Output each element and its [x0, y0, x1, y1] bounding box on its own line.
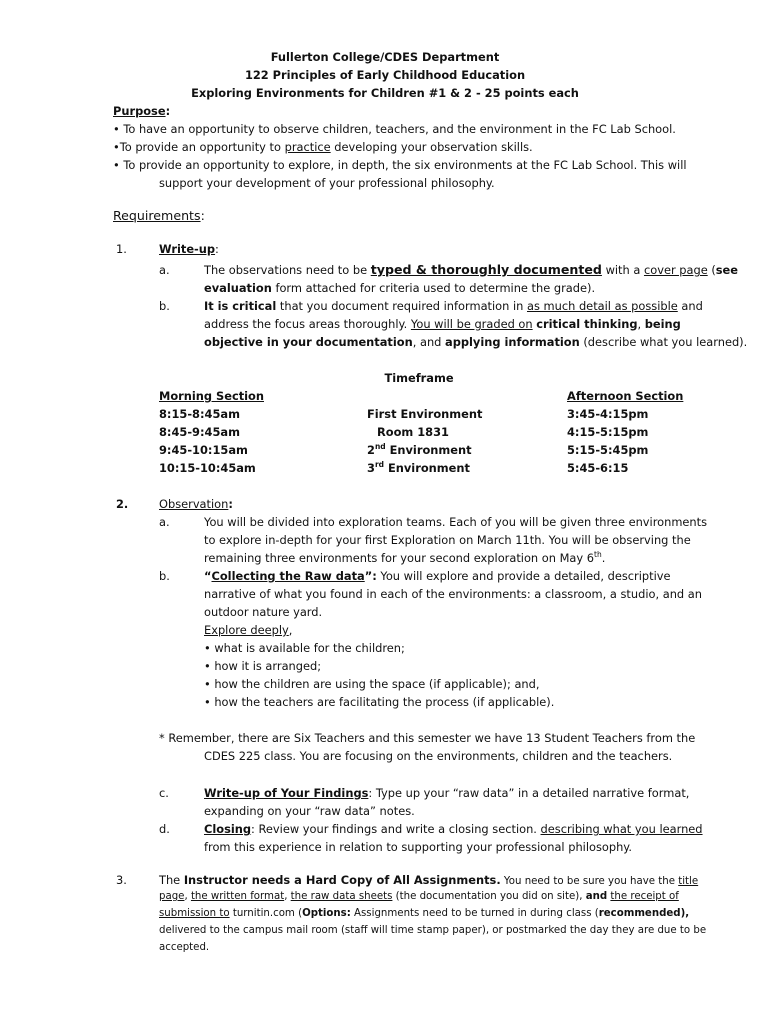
environment-3	[367, 442, 472, 458]
requirements-heading-colon: :	[200, 208, 205, 223]
s1a-cover-page: cover page	[643, 263, 708, 277]
s3-documentation: (the documentation you did on site),	[392, 891, 586, 902]
s1b-text-4: and	[677, 299, 703, 313]
section-3-number: 3.	[116, 873, 127, 887]
morning-section-header: Morning Section	[159, 389, 264, 403]
section-2-b-line-1	[204, 568, 670, 584]
section-3-line-2	[159, 889, 679, 905]
s3-recommended: recommended),	[598, 908, 690, 919]
environment-1-text: First Environment	[367, 407, 483, 421]
section-2-d-line-2: from this experience in relation to supporting your professional philosophy.	[204, 840, 633, 854]
section-2-c-line-2: expanding on your “raw data” notes.	[204, 804, 415, 818]
s3-raw-data-sheets: the raw data sheets	[290, 891, 393, 902]
s3-and: and	[585, 891, 608, 902]
environment-2-text: Room 1831	[377, 425, 449, 439]
purpose-heading	[113, 103, 170, 119]
section-2-a-label: a.	[159, 515, 170, 529]
s3-comma-2: ,	[284, 891, 291, 902]
timeframe-title: Timeframe	[384, 371, 454, 385]
section-3-line-1	[159, 872, 698, 890]
s3-comma-1: ,	[184, 891, 191, 902]
s2b-explore-deeply-comma: ,	[288, 623, 293, 637]
section-2-b-item-1: • what is available for the children;	[204, 641, 405, 655]
afternoon-time-2: 4:15-5:15pm	[567, 425, 649, 439]
purpose-bullet-1: • To have an opportunity to observe children, teachers, and the environment in the FC Lab School.	[113, 122, 676, 136]
s1b-detail: as much detail as possible	[527, 299, 678, 313]
purpose-heading-colon: :	[165, 104, 171, 118]
s1b-applying: applying information	[445, 335, 580, 349]
purpose-bullet-2	[113, 139, 533, 155]
s1b-being: being	[644, 317, 681, 331]
section-2-title-colon: :	[228, 497, 233, 511]
section-2-b-label: b.	[159, 569, 170, 583]
afternoon-time-3: 5:15-5:45pm	[567, 443, 649, 457]
s3-the: The	[159, 873, 184, 887]
section-1-b-line-2	[204, 316, 681, 332]
section-1-title-colon: :	[215, 242, 219, 256]
section-1-title	[159, 241, 219, 257]
s1a-see: see	[715, 263, 739, 277]
s1b-text-5: address the focus areas thoroughly.	[204, 317, 411, 331]
section-3-line-5: accepted.	[159, 942, 210, 953]
afternoon-time-1: 3:45-4:15pm	[567, 407, 649, 421]
purpose-bullet-2-practice: practice	[284, 140, 331, 154]
morning-time-3: 9:45-10:15am	[159, 443, 248, 457]
purpose-bullet-2-pre: •To provide an opportunity to	[113, 140, 285, 154]
section-2-a-line-1: You will be divided into exploration teams. Each of you will be given three environments	[204, 515, 708, 529]
section-2-b-line-4	[204, 622, 292, 638]
environment-3-num: 2	[367, 443, 375, 457]
section-1-number: 1.	[116, 242, 127, 256]
environment-4-sup: rd	[374, 460, 385, 470]
section-2-b-item-4: • how the teachers are facilitating the process (if applicable).	[204, 695, 555, 709]
section-3-line-4: delivered to the campus mail room (staff will time stamp paper), or postmarked the day they are due to be	[159, 925, 707, 936]
section-1-a-line-2	[204, 280, 595, 296]
header-course: 122 Principles of Early Childhood Education	[244, 68, 526, 82]
s1b-describe: (describe what you learned).	[579, 335, 748, 349]
environment-4	[367, 460, 470, 476]
s1b-graded-on: You will be graded on	[410, 317, 533, 331]
s1b-critical: It is critical	[204, 299, 277, 313]
section-2-title	[159, 496, 233, 512]
section-2-title-text: Observation	[159, 497, 229, 511]
section-1-a-label: a.	[159, 263, 170, 277]
purpose-bullet-3-line-2: support your development of your professional philosophy.	[159, 176, 495, 190]
environment-4-text: Environment	[384, 461, 470, 475]
section-2-a-line-3	[204, 550, 605, 566]
section-1-b-line-1	[204, 298, 703, 314]
afternoon-section-header: Afternoon Section	[567, 389, 684, 403]
s1a-text-5: (	[707, 263, 716, 277]
s2c-findings: Write-up of Your Findings	[204, 786, 369, 800]
s3-text-3: You need to be sure you have the	[500, 876, 679, 887]
section-1-b-line-3	[204, 334, 747, 350]
section-2-c-line-1	[204, 785, 689, 801]
s2c-text-2: : Type up your “raw data” in a detailed narrative format,	[368, 786, 690, 800]
s3-hard-copy: Instructor needs a Hard Copy of All Assignments.	[183, 873, 501, 887]
environment-4-num: 3	[367, 461, 375, 475]
s2a-line-3-text: remaining three environments for your second exploration on May 6	[204, 551, 594, 565]
section-1-b-label: b.	[159, 299, 170, 313]
section-2-b-item-2: • how it is arranged;	[204, 659, 322, 673]
s2b-explore-deeply: Explore deeply	[204, 623, 289, 637]
s2a-line-3-end: .	[601, 551, 606, 565]
s3-title: title	[678, 876, 699, 887]
requirements-heading	[113, 208, 205, 224]
s3-text-l3-4: Assignments need to be turned in during class (	[350, 908, 599, 919]
s3-receipt: the receipt of	[610, 891, 679, 902]
section-2-note-line-1: * Remember, there are Six Teachers and this semester we have 13 Student Teachers from the	[159, 731, 696, 745]
s2b-raw-data: Collecting the Raw data	[211, 569, 365, 583]
s3-page: page	[159, 891, 185, 902]
s1a-text-3: with a	[601, 263, 644, 277]
environment-2	[377, 424, 449, 440]
requirements-heading-text: Requirements	[113, 208, 201, 223]
section-1-title-text: Write-up	[159, 242, 216, 256]
s1a-evaluation: evaluation	[204, 281, 272, 295]
s2b-close-quote: ”:	[364, 569, 377, 583]
purpose-bullet-2-post: developing your observation skills.	[330, 140, 533, 154]
s3-options: Options:	[302, 908, 351, 919]
afternoon-time-4: 5:45-6:15	[567, 461, 629, 475]
header-department: Fullerton College/CDES Department	[270, 50, 500, 64]
environment-3-sup: nd	[374, 442, 386, 452]
section-2-a-line-2: to explore in-depth for your first Exploration on March 11th. You will be observing the	[204, 533, 691, 547]
section-2-b-item-3: • how the children are using the space (if applicable); and,	[204, 677, 540, 691]
section-2-b-line-2: narrative of what you found in each of the environments: a classroom, a studio, and an	[204, 587, 702, 601]
header-assignment-title: Exploring Environments for Children #1 & 2 - 25 points each	[191, 86, 579, 100]
environment-3-text: Environment	[385, 443, 472, 457]
section-2-d-label: d.	[159, 822, 170, 836]
s2d-closing: Closing	[204, 822, 252, 836]
purpose-heading-text: Purpose	[113, 104, 166, 118]
s1a-text-8: form attached for criteria used to determine the grade).	[271, 281, 596, 295]
s2d-describing: describing what you learned	[540, 822, 703, 836]
s3-written-format: the written format	[190, 891, 285, 902]
s1b-text-2: that you document required information in	[276, 299, 527, 313]
s1b-comma: ,	[637, 317, 645, 331]
section-2-note-line-2: CDES 225 class. You are focusing on the environments, children and the teachers.	[204, 749, 673, 763]
morning-time-2: 8:45-9:45am	[159, 425, 240, 439]
section-3-line-3	[159, 906, 689, 922]
section-2-number: 2.	[116, 497, 129, 511]
s3-submission-to: submission to	[159, 908, 230, 919]
section-2-b-line-3: outdoor nature yard.	[204, 605, 323, 619]
purpose-bullet-3-line-1: • To provide an opportunity to explore, in depth, the six environments at the FC Lab School. This will	[113, 158, 687, 172]
s2b-text-4: You will explore and provide a detailed, descriptive	[376, 569, 671, 583]
s1b-objective: objective in your documentation	[204, 335, 413, 349]
morning-time-4: 10:15-10:45am	[159, 461, 256, 475]
s2d-text-2: : Review your findings and write a closing section.	[251, 822, 541, 836]
s1a-text-1: The observations need to be	[204, 263, 371, 277]
s1a-typed-documented: typed & thoroughly documented	[370, 262, 602, 277]
s2a-line-3-sup: th	[594, 550, 602, 560]
morning-time-1: 8:15-8:45am	[159, 407, 240, 421]
s1b-critical-thinking: critical thinking	[536, 317, 638, 331]
s3-turnitin: turnitin.com (	[229, 908, 303, 919]
section-2-c-label: c.	[159, 786, 169, 800]
s2b-open-quote: “	[204, 569, 212, 583]
section-1-a-line-1	[204, 262, 738, 278]
environment-1	[367, 406, 482, 422]
section-2-d-line-1	[204, 821, 703, 837]
s1b-and: , and	[412, 335, 446, 349]
